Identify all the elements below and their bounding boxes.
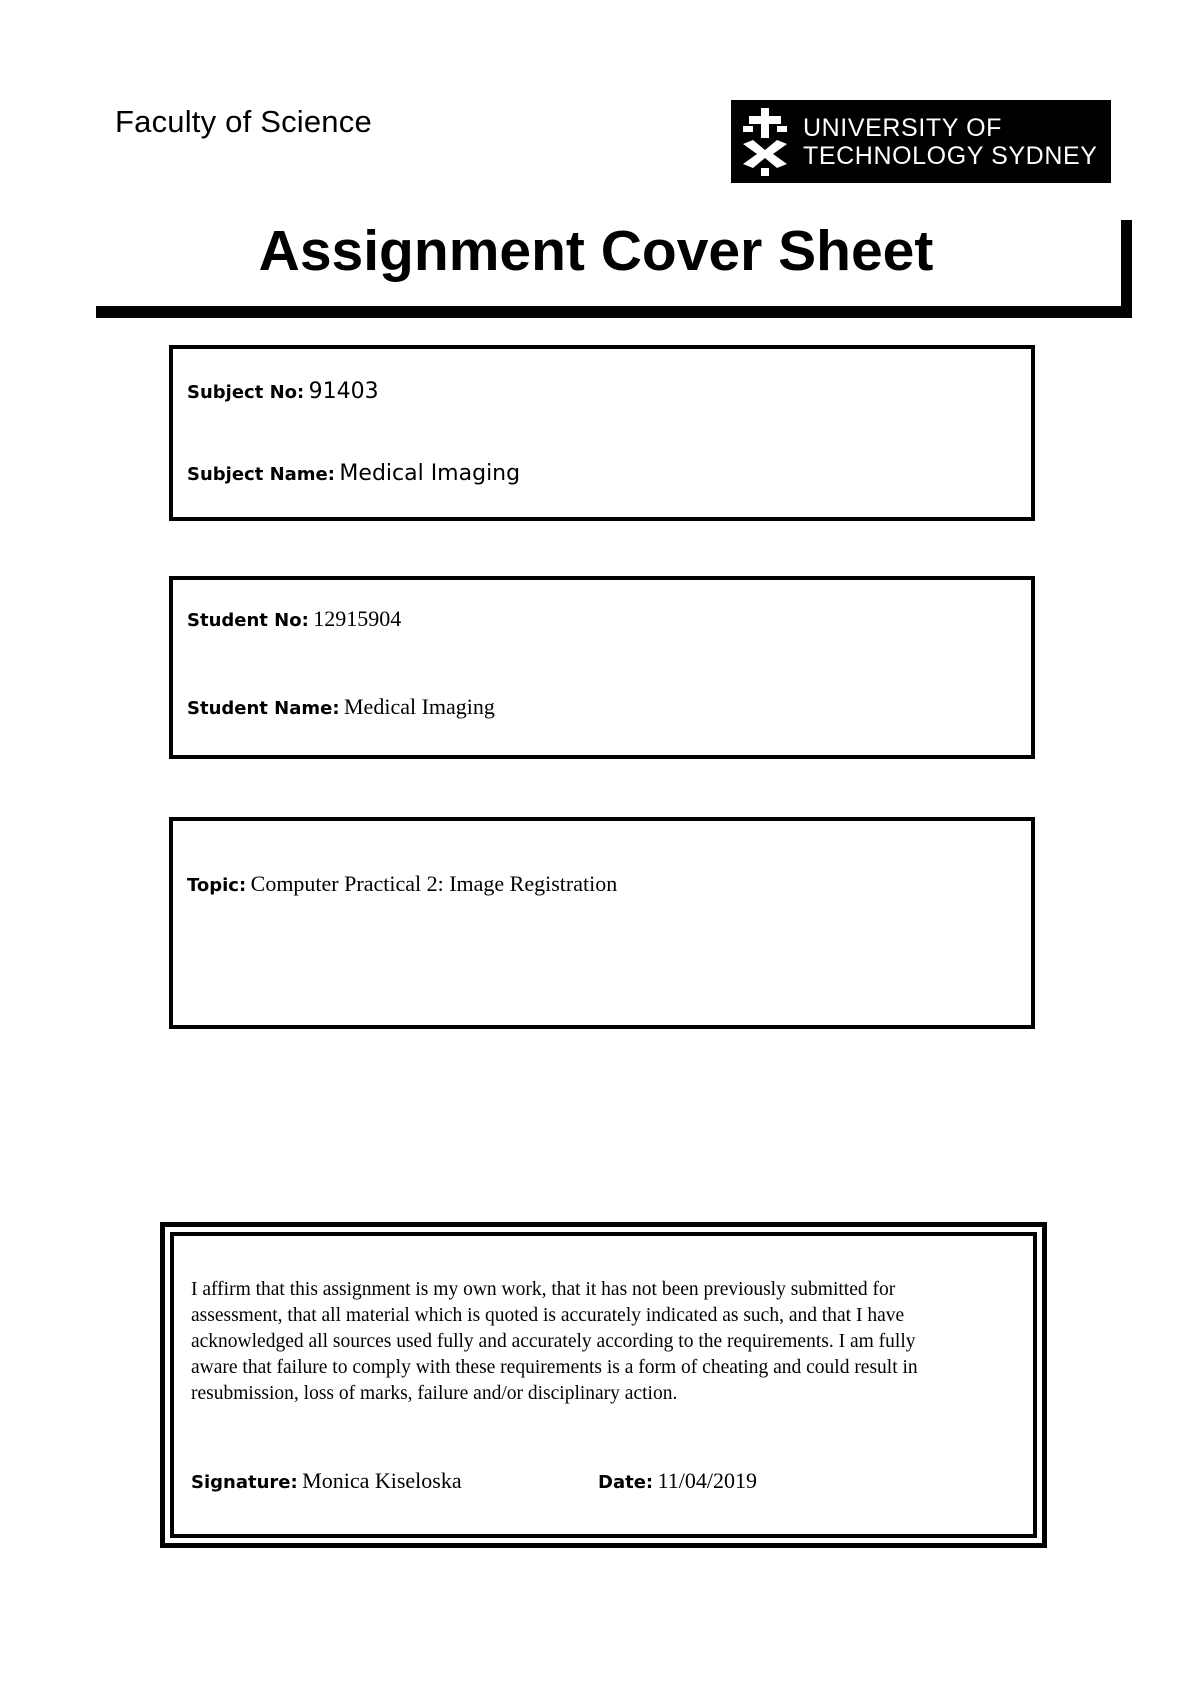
page-title-text: Assignment Cover Sheet	[258, 219, 934, 283]
subject-no-value: 91403	[308, 379, 379, 404]
topic-label: Topic:	[187, 875, 247, 896]
subject-name-label: Subject Name:	[187, 464, 335, 485]
page-title	[0, 218, 1200, 284]
signature-field	[191, 1468, 462, 1494]
uts-emblem-icon	[737, 104, 793, 180]
subject-no-label: Subject No:	[187, 382, 305, 403]
student-no-field	[187, 606, 401, 632]
student-name-field	[187, 694, 495, 720]
title-side-rule	[1121, 220, 1132, 318]
signature-value: Monica Kiseloska	[302, 1468, 462, 1493]
student-no-value: 12915904	[313, 606, 402, 631]
topic-value: Computer Practical 2: Image Registration	[250, 871, 618, 896]
declaration-line: aware that failure to comply with these requirements is a form of cheating and could result in	[191, 1357, 918, 1378]
student-box	[169, 576, 1035, 759]
declaration-inner-border	[170, 1232, 1037, 1538]
faculty-name: Faculty of Science	[115, 104, 372, 139]
declaration-line: acknowledged all sources used fully and accurately according to the requirements. I am fully	[191, 1331, 916, 1352]
declaration-line: resubmission, loss of marks, failure and/or disciplinary action.	[191, 1383, 678, 1404]
university-name	[803, 114, 1098, 170]
date-field	[598, 1468, 757, 1494]
topic-box	[169, 817, 1035, 1029]
student-name-value: Medical Imaging	[344, 694, 495, 719]
signature-label: Signature:	[191, 1472, 298, 1493]
subject-no-field	[187, 379, 379, 404]
student-no-label: Student No:	[187, 610, 309, 631]
logo-line-2: TECHNOLOGY SYDNEY	[803, 141, 1098, 170]
date-label: Date:	[598, 1472, 654, 1493]
declaration-line: assessment, that all material which is quoted is accurately indicated as such, and that I have	[191, 1305, 905, 1326]
topic-field	[187, 871, 617, 897]
title-underline	[96, 306, 1132, 318]
subject-box	[169, 345, 1035, 521]
subject-name-field	[187, 461, 520, 486]
declaration-line: I affirm that this assignment is my own work, that it has not been previously submitted for	[191, 1279, 896, 1300]
declaration-box	[160, 1222, 1047, 1548]
logo-line-1: UNIVERSITY OF	[803, 113, 1003, 142]
student-name-label: Student Name:	[187, 698, 340, 719]
declaration-text	[191, 1277, 1027, 1407]
subject-name-value: Medical Imaging	[339, 461, 521, 486]
university-logo	[731, 100, 1111, 183]
date-value: 11/04/2019	[657, 1468, 757, 1493]
